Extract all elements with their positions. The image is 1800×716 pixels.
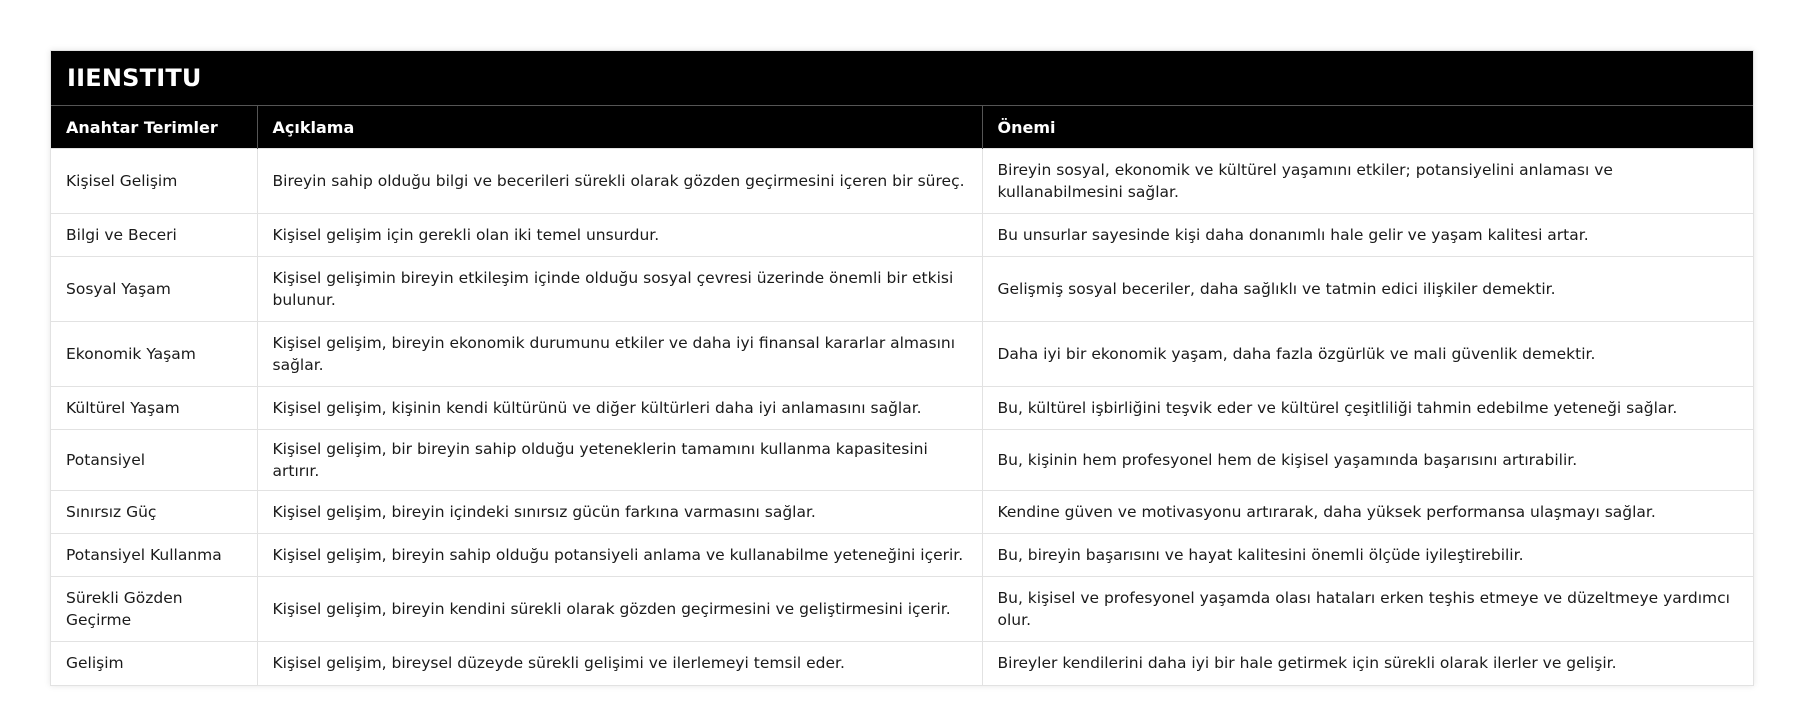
table-row — [51, 491, 1753, 534]
term-cell: Sosyal Yaşam — [51, 257, 257, 322]
term-cell: Potansiyel — [51, 430, 257, 491]
description-cell: Bireyin sahip olduğu bilgi ve becerileri sürekli olarak gözden geçirmesini içeren bir süreç. — [257, 149, 982, 214]
description-cell: Kişisel gelişim, bireysel düzeyde sürekli gelişimi ve ilerlemeyi temsil eder. — [257, 642, 982, 685]
importance-cell: Bu, kişisel ve profesyonel yaşamda olası hataları erken teşhis etmeye ve düzeltmeye yardımcı olur. — [982, 577, 1753, 642]
term-cell: Ekonomik Yaşam — [51, 322, 257, 387]
term-cell: Sınırsız Güç — [51, 491, 257, 534]
terms-table — [51, 106, 1753, 685]
term-cell: Bilgi ve Beceri — [51, 214, 257, 257]
table-row — [51, 430, 1753, 491]
column-header-terms: Anahtar Terimler — [51, 106, 257, 149]
description-cell: Kişisel gelişimin bireyin etkileşim içinde olduğu sosyal çevresi üzerinde önemli bir etkisi bulunur. — [257, 257, 982, 322]
description-cell: Kişisel gelişim için gerekli olan iki temel unsurdur. — [257, 214, 982, 257]
table-row — [51, 642, 1753, 685]
column-header-description: Açıklama — [257, 106, 982, 149]
importance-cell: Gelişmiş sosyal beceriler, daha sağlıklı ve tatmin edici ilişkiler demektir. — [982, 257, 1753, 322]
term-cell: Kültürel Yaşam — [51, 387, 257, 430]
importance-cell: Daha iyi bir ekonomik yaşam, daha fazla özgürlük ve mali güvenlik demektir. — [982, 322, 1753, 387]
brand-title: IIENSTITU — [51, 51, 1753, 106]
table-row — [51, 322, 1753, 387]
description-cell: Kişisel gelişim, bireyin ekonomik durumunu etkiler ve daha iyi finansal kararlar almasını sağlar. — [257, 322, 982, 387]
header-row — [51, 106, 1753, 149]
term-cell: Kişisel Gelişim — [51, 149, 257, 214]
table-row — [51, 387, 1753, 430]
term-cell: Gelişim — [51, 642, 257, 685]
term-cell: Potansiyel Kullanma — [51, 534, 257, 577]
description-cell: Kişisel gelişim, bireyin kendini sürekli olarak gözden geçirmesini ve geliştirmesini içerir. — [257, 577, 982, 642]
description-cell: Kişisel gelişim, bireyin sahip olduğu potansiyeli anlama ve kullanabilme yeteneğini içerir. — [257, 534, 982, 577]
description-cell: Kişisel gelişim, kişinin kendi kültürünü ve diğer kültürleri daha iyi anlamasını sağlar. — [257, 387, 982, 430]
table-row — [51, 214, 1753, 257]
table-row — [51, 149, 1753, 214]
importance-cell: Bireyler kendilerini daha iyi bir hale getirmek için sürekli olarak ilerler ve gelişir. — [982, 642, 1753, 685]
table-row — [51, 257, 1753, 322]
importance-cell: Bu unsurlar sayesinde kişi daha donanımlı hale gelir ve yaşam kalitesi artar. — [982, 214, 1753, 257]
importance-cell: Kendine güven ve motivasyonu artırarak, daha yüksek performansa ulaşmayı sağlar. — [982, 491, 1753, 534]
content-card — [50, 50, 1754, 686]
importance-cell: Bu, kişinin hem profesyonel hem de kişisel yaşamında başarısını artırabilir. — [982, 430, 1753, 491]
term-cell: Sürekli Gözden Geçirme — [51, 577, 257, 642]
description-cell: Kişisel gelişim, bir bireyin sahip olduğu yeteneklerin tamamını kullanma kapasitesini artırır. — [257, 430, 982, 491]
table-row — [51, 577, 1753, 642]
importance-cell: Bireyin sosyal, ekonomik ve kültürel yaşamını etkiler; potansiyelini anlaması ve kullanabilmesini sağlar. — [982, 149, 1753, 214]
description-cell: Kişisel gelişim, bireyin içindeki sınırsız gücün farkına varmasını sağlar. — [257, 491, 982, 534]
importance-cell: Bu, kültürel işbirliğini teşvik eder ve kültürel çeşitliliği tahmin edebilme yeteneği sağlar. — [982, 387, 1753, 430]
importance-cell: Bu, bireyin başarısını ve hayat kalitesini önemli ölçüde iyileştirebilir. — [982, 534, 1753, 577]
column-header-importance: Önemi — [982, 106, 1753, 149]
table-row — [51, 534, 1753, 577]
